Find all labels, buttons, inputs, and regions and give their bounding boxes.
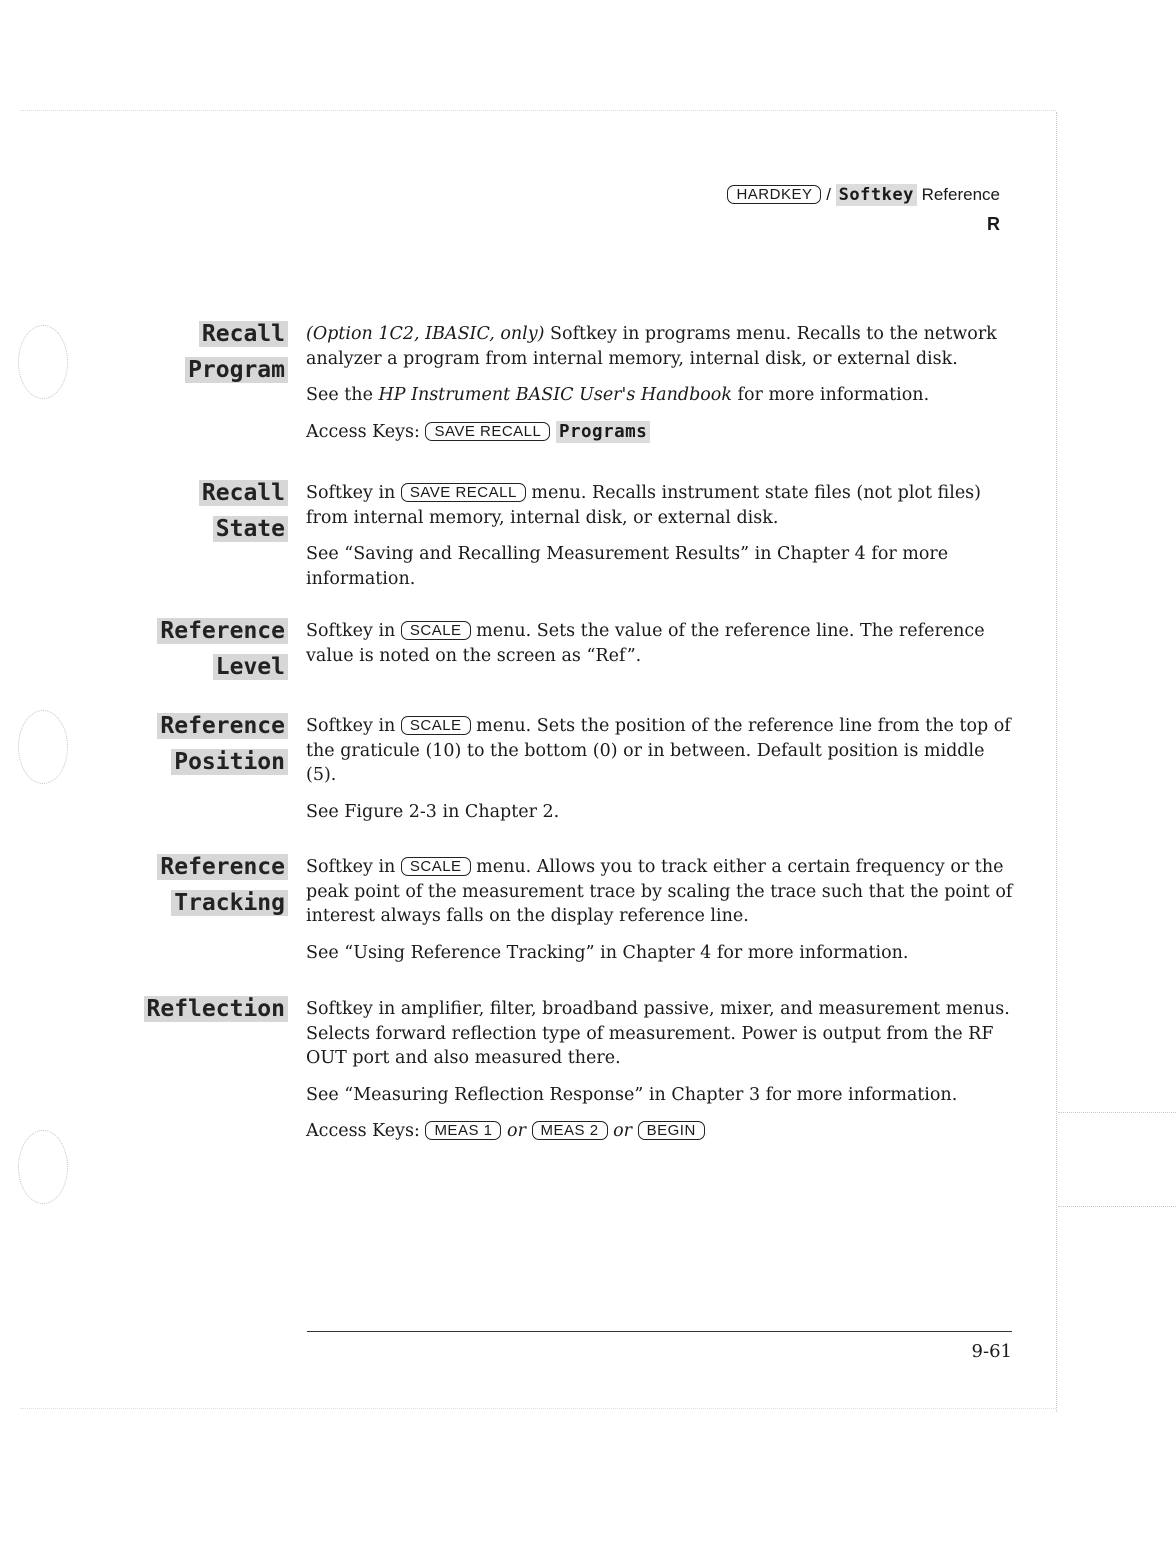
term-line: Position [171, 749, 288, 775]
access-keys [306, 420, 1018, 445]
page-tab-mark [1058, 1112, 1176, 1113]
term-line: Tracking [171, 890, 288, 916]
italic-lead: (Option 1C2, IBASIC, only) [306, 324, 545, 344]
paragraph [306, 383, 1018, 408]
term-line: Recall [199, 480, 288, 506]
text-before: Softkey in [306, 483, 401, 503]
text-after: menu. Sets the value of the reference line. The reference value is noted on the screen as “Ref”. [306, 621, 985, 666]
text-before: See the [306, 385, 379, 405]
entry-term [185, 316, 288, 388]
running-header [727, 183, 1000, 237]
entry-term [144, 991, 288, 1027]
footer-rule [307, 1331, 1012, 1332]
hardkey-scale: SCALE [401, 857, 471, 876]
entry-body [306, 997, 1018, 1156]
hardkey-meas-2: MEAS 2 [532, 1121, 608, 1140]
paragraph [306, 714, 1018, 788]
text-after: for more information. [731, 385, 930, 405]
access-keys [306, 1119, 1018, 1144]
softkey-programs: Programs [556, 421, 650, 443]
term-line: Reference [157, 618, 288, 644]
hardkey-save-recall: SAVE RECALL [401, 483, 526, 502]
entry-body [306, 619, 1018, 680]
header-reference-word: Reference [921, 185, 1000, 204]
paragraph [306, 855, 1018, 929]
entry-term [157, 849, 288, 921]
term-line: Program [185, 357, 288, 383]
term-line: Reference [157, 713, 288, 739]
book-title: HP Instrument BASIC User's Handbook [378, 385, 732, 405]
paragraph: See Figure 2-3 in Chapter 2. [306, 801, 560, 822]
entry-term [157, 613, 288, 685]
paragraph: See “Measuring Reflection Response” in Chapter 3 for more information. [306, 1084, 958, 1105]
access-keys-label: Access Keys: [306, 1121, 420, 1141]
entry-body [306, 855, 1018, 977]
page-edge-top [20, 110, 1056, 111]
paragraph [306, 619, 1018, 668]
hardkey-begin: BEGIN [638, 1121, 705, 1140]
text-after: menu. Recalls instrument state files (not plot files) from internal memory, internal disk, or external disk. [306, 483, 981, 528]
paragraph: Softkey in amplifier, filter, broadband passive, mixer, and measurement menus. Selects forward reflection type of measurement. Power is output from the RF OUT port and also measured there. [306, 999, 1010, 1068]
text-before: Softkey in [306, 621, 401, 641]
entry-body [306, 714, 1018, 836]
access-keys-label: Access Keys: [306, 421, 420, 442]
paragraph: See “Saving and Recalling Measurement Results” in Chapter 4 for more information. [306, 544, 949, 589]
or-joiner: or [613, 1121, 633, 1141]
entry-term [199, 475, 288, 547]
punch-hole [18, 1130, 68, 1204]
paragraph [306, 322, 1018, 371]
term-line: Reference [157, 854, 288, 880]
punch-hole [18, 325, 68, 399]
hardkey-label: HARDKEY [727, 185, 821, 204]
term-line: Recall [199, 321, 288, 347]
header-separator: / [826, 185, 831, 204]
page-edge-bottom [20, 1408, 1056, 1409]
text-after: menu. Allows you to track either a certain frequency or the peak point of the measurement trace by scaling the trace such that the point of interest always falls on the display reference line. [306, 857, 1013, 926]
or-joiner: or [507, 1121, 526, 1141]
hardkey-scale: SCALE [401, 716, 471, 735]
term-line: Level [213, 654, 288, 680]
text-after: menu. Sets the position of the reference line from the top of the graticule (10) to the bottom (0) or in between. Default position is middle (5). [306, 716, 1011, 785]
hardkey-meas-1: MEAS 1 [425, 1121, 501, 1140]
section-letter: R [987, 214, 1000, 234]
paragraph: See “Using Reference Tracking” in Chapter 4 for more information. [306, 942, 909, 963]
term-line: State [213, 516, 288, 542]
text-before: Softkey in [306, 716, 401, 736]
paragraph-text: Softkey in programs menu. Recalls to the network analyzer a program from internal memory, internal disk, or external disk. [306, 324, 997, 369]
hardkey-save-recall: SAVE RECALL [425, 422, 550, 441]
page-edge-right [1056, 112, 1057, 1412]
text-before: Softkey in [306, 857, 401, 877]
page-number: 9-61 [971, 1341, 1012, 1362]
punch-hole [18, 710, 68, 784]
softkey-label: Softkey [836, 184, 917, 206]
hardkey-scale: SCALE [401, 621, 471, 640]
entry-body [306, 481, 1018, 603]
page-tab-mark [1058, 1206, 1176, 1207]
term-line: Reflection [144, 996, 288, 1022]
entry-term [157, 708, 288, 780]
entry-body [306, 322, 1018, 456]
paragraph [306, 481, 1018, 530]
